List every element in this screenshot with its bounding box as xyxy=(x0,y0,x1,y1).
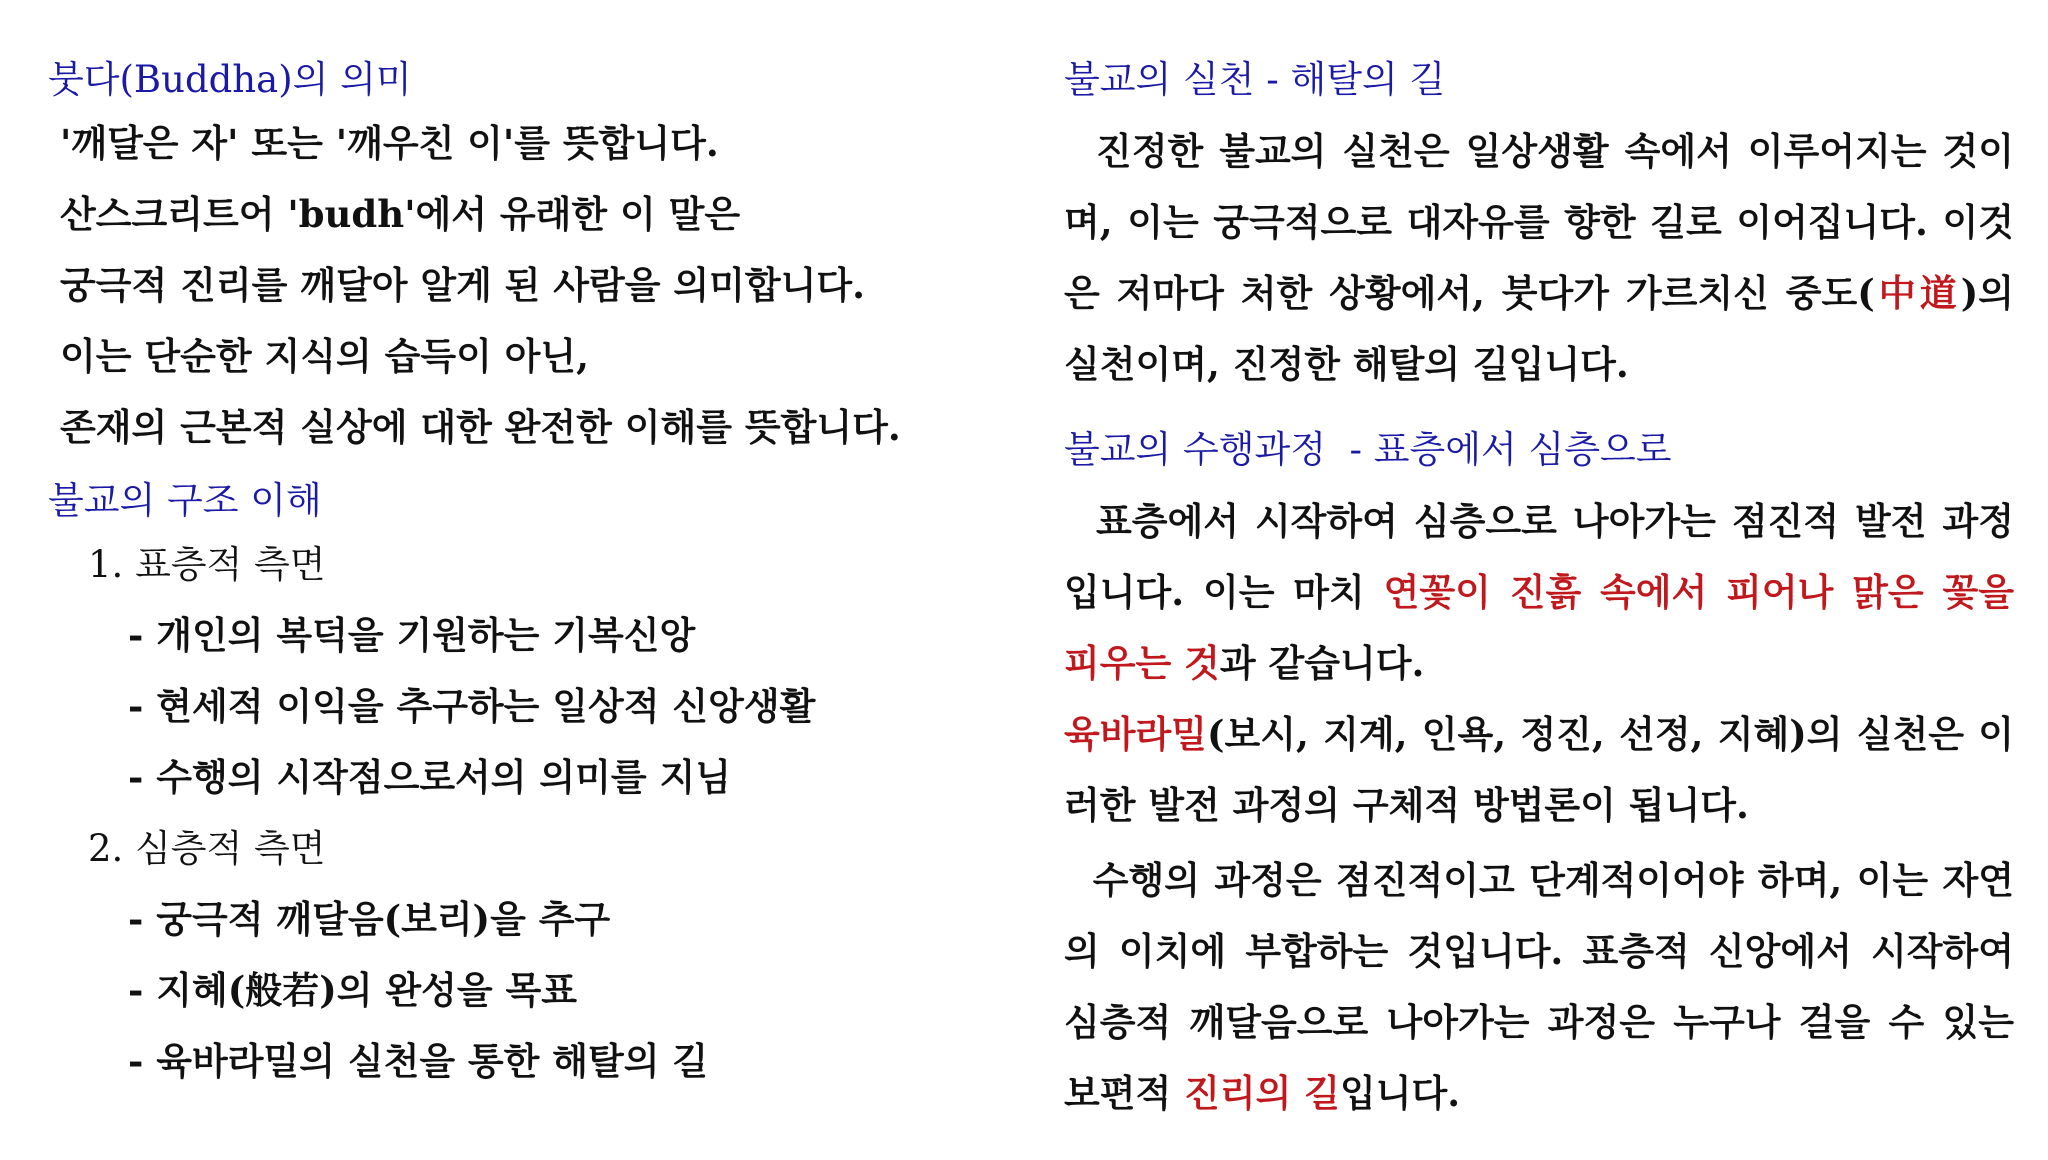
paragraph-text: 입니다. xyxy=(1339,1071,1461,1115)
list-subitem: - 육바라밀의 실천을 통한 해탈의 길 xyxy=(128,1039,709,1083)
list-subitem: - 지혜(般若)의 완성을 목표 xyxy=(128,968,577,1012)
list-subitem: - 개인의 복덕을 기원하는 기복신앙 xyxy=(128,613,696,657)
right-column xyxy=(1064,52,2027,1129)
paragraph-text: (보시, 지계, 인욕, 정진, 선정, 지혜)의 실천은 이러한 발전 과정의 구체적 방법론이 됩니다. xyxy=(1064,712,2014,827)
paragraph-text: 수행의 과정은 점진적이고 단계적이어야 하며, 이는 자연의 이치에 부합하는 것입니다. 표층적 신앙에서 시작하여 심층적 깨달음으로 나아가는 과정은 누구나 걸을 수 있는 보편적 xyxy=(1064,858,2027,1115)
list-subitem: - 궁극적 깨달음(보리)을 추구 xyxy=(128,897,611,941)
paragraph-gradual-process xyxy=(1064,845,2027,1129)
highlight-text: 육바라밀 xyxy=(1064,712,1207,756)
paragraph-paramita xyxy=(1064,699,2014,841)
heading-practice: 불교의 실천 - 해탈의 길 xyxy=(1064,58,1446,101)
highlight-text: 진리의 길 xyxy=(1184,1071,1340,1115)
list-item-surface: 1. 표층적 측면 xyxy=(88,543,326,586)
heading-structure: 불교의 구조 이해 xyxy=(48,479,322,522)
text-line: 존재의 근본적 실상에 대한 완전한 이해를 뜻합니다. xyxy=(60,405,901,449)
paragraph-practice xyxy=(1064,116,2014,400)
text-line: 산스크리트어 'budh'에서 유래한 이 말은 xyxy=(60,192,741,236)
heading-buddha-meaning: 붓다(Buddha)의 의미 xyxy=(48,58,412,101)
list-subitem: - 수행의 시작점으로서의 의미를 지님 xyxy=(128,755,732,799)
left-column xyxy=(48,52,1008,1097)
paragraph-text: )의 실천이며, 진정한 해탈의 길입니다. xyxy=(1064,271,2015,386)
structure-list xyxy=(48,529,1008,1097)
heading-training-process: 불교의 수행과정 - 표층에서 심층으로 xyxy=(1064,428,1672,471)
list-subitem: - 현세적 이익을 추구하는 일상적 신앙생활 xyxy=(128,684,816,728)
paragraph-text: 과 같습니다. xyxy=(1219,641,1425,685)
list-item-deep: 2. 심층적 측면 xyxy=(88,827,326,870)
highlight-text: 연꽃이 진흙 속에서 피어나 맑은 꽃을 피우는 것 xyxy=(1064,570,2014,685)
paragraph-lotus xyxy=(1064,486,2014,699)
paragraph-text: 진정한 불교의 실천은 일상생활 속에서 이루어지는 것이며, 이는 궁극적으로 대자유를 향한 길로 이어집니다. 이것은 저마다 처한 상황에서, 붓다가 가르치신 중도( xyxy=(1064,129,2014,315)
text-line: '깨달은 자' 또는 '깨우친 이'를 뜻합니다. xyxy=(60,121,719,165)
buddha-meaning-lines xyxy=(48,108,1008,463)
paragraph-text: 표층에서 시작하여 심층으로 나아가는 점진적 발전 과정입니다. 이는 마치 xyxy=(1064,499,2014,614)
text-line: 궁극적 진리를 깨달아 알게 된 사람을 의미합니다. xyxy=(60,263,866,307)
text-line: 이는 단순한 지식의 습득이 아닌, xyxy=(60,334,590,378)
highlight-text: 中道 xyxy=(1874,271,1961,315)
